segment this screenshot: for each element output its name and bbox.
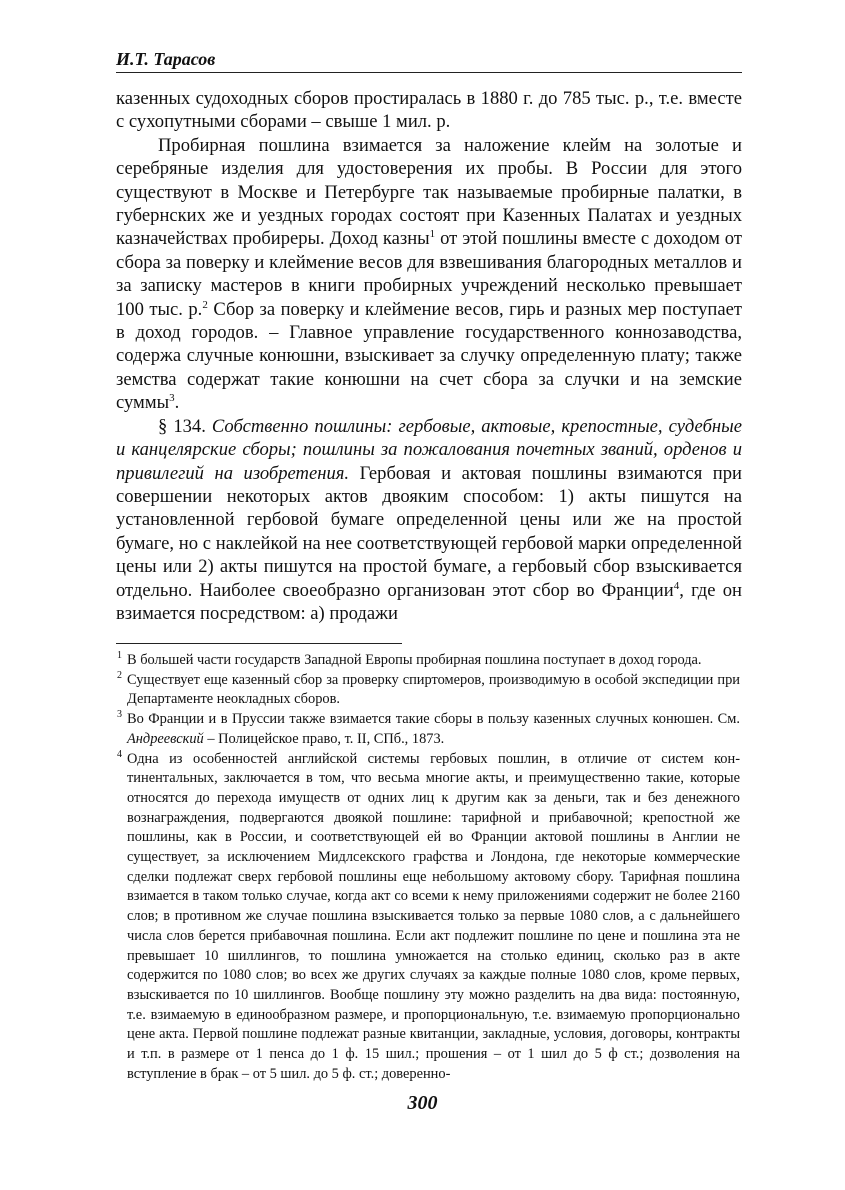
footnote <box>116 671 740 710</box>
page-header <box>116 48 742 73</box>
paragraph <box>116 134 742 415</box>
footnote-ref: 2 <box>202 298 208 311</box>
main-text <box>116 87 742 625</box>
footnotes <box>116 651 740 1084</box>
footnote-rule <box>116 643 402 644</box>
footnote <box>116 651 740 671</box>
footnote <box>116 750 740 1085</box>
footnote <box>116 710 740 749</box>
paragraph-text: казенных судоходных сборов простиралась в 1880 г. до 785 тыс. р., т.е. вместе с сухопутными сборами – свыше 1 мил. р. <box>116 88 742 133</box>
footnote-text: Одна из особенностей английской системы гербовых пошлин, в отличие от систем континентальных, заключается в том, что весьма многие акты, и преимущественно такие, которые относятся до перехода имуществ от одних лиц к другим как за деньги, так и без денежного вознаграждения, подвергаются двоякой пошлине: тарифной и прибавочной; крепостной же пошлины, как в России, и соответствующей ей во Франции актовой пошлины в Англии не существует, за исключением Мидлсекского графства и Лондона, где некоторые коммерческие сделки подлежат сверх гербовой пошлины еще небольшому актовому сбору. Тарифная пошлина взимается в таком только случае, когда акт со всеми к нему приложениями содержит не более 2160 слов; в противном же случае пошлина взыскивается только за первые 1080 слов, а с дальнейшего числа слов берется прибавочная пошлина. Если акт подлежит пошлине по цене и пошлина эта не превышает 10 шиллингов, то пошлина умножается на столько единиц, сколько раз в акте содержится по 1080 слов; во всех же других случаях за каждые полные 1080 слов, кроме первых, взыскивается по 10 шиллингов. Вообще пошлину эту можно разделить на два вида: постоянную, т.е. взимаемую в единообразном размере, и пропорциональную, т.е. взимаемую пропорционально цене акта. Первой пошлине подлежат разные квитанции, закладные, условия, договоры, контракты и т.п. в размере от 1 пенса до 1 ф. 15 шил.; прошения – от 1 шил до 5 ф ст.; дозволения на вступление в брак – от 5 шил. до 5 ф. ст.; доверенно- <box>127 750 740 1082</box>
section-title: Собственно пошлины: гербовые, актовые, крепостные, судебные и канцелярские сборы; пошлины за пожалования почетных званий, орденов и привилегий на изобретения. <box>116 415 742 484</box>
footnote-text: В большей части государств Западной Европы пробирная пошлина поступает в доход города. <box>127 652 702 668</box>
running-head: И.Т. Тарасов <box>116 49 216 69</box>
paragraph-text: от этой пошлины вместе с доходом от сбора за поверку и клеймение весов для взвешивания благородных металлов и за записку мастеров в книги пробирных учреждений несколько превышает 100 тыс. р. <box>116 228 742 320</box>
footnote-mark: 1 <box>117 650 122 661</box>
footnote-ref: 4 <box>673 579 680 592</box>
paragraph-text: . <box>174 392 180 414</box>
footnote-author: Андреевский <box>127 730 204 747</box>
footnote-mark: 2 <box>117 669 122 681</box>
paragraph <box>116 415 742 626</box>
footnote-ref: 1 <box>429 228 436 241</box>
footnote-ref: 3 <box>169 392 175 405</box>
section-marker: § 134. <box>158 415 212 437</box>
paragraph-text: Сбор за поверку и клеймение весов, гирь и разных мер поступает в доход городов. – Главное управление государственного коннозаводства, содержа случные конюшни, взыскивает за случку определенную плату; также земства содержат такие конюшни на счет сбора за случки и на земские суммы <box>116 298 743 414</box>
paragraph <box>116 87 742 134</box>
footnote-mark: 3 <box>117 709 122 721</box>
paragraph-text: Пробирная пошлина взимается за наложение клейм на золотые и серебряные изделия для удостоверения их пробы. В России для этого существуют в Москве и Петербурге так называемые пробирные палатки, в губернских же и уездных городах состоят при Казенных Палатах и уездных казначействах пробиреры. Доход казны <box>116 134 742 250</box>
page-number: 300 <box>407 1092 438 1114</box>
paragraph-text: Гербовая и актовая пошлины взимаются при совершении некоторых актов двояким способом: 1) акты пишутся на установленной гербовой бумаге определенной цены или же на простой бумаге, но с наклейкой на нее соответствующей гербовой марки определенной цены или 2) акты пишутся на простой бумаге, а гербовый сбор взыскивается отдельно. Наиболее своеобразно организован этот сбор во Франции <box>116 462 742 601</box>
paragraph-text: , где он взимается посредством: а) продажи <box>116 579 742 624</box>
footnote-mark: 4 <box>117 748 122 760</box>
footnote-text: Существует еще казенный сбор за проверку спиртомеров, производимую в особой экспедиции при Департаменте неокладных сборов. <box>127 671 740 708</box>
footnote-text: Во Франции и в Пруссии также взимается такие сборы в пользу казенных случных конюшен. См. <box>127 711 740 728</box>
footnote-text: – Полицейское право, т. II, СПб., 1873. <box>203 730 445 747</box>
